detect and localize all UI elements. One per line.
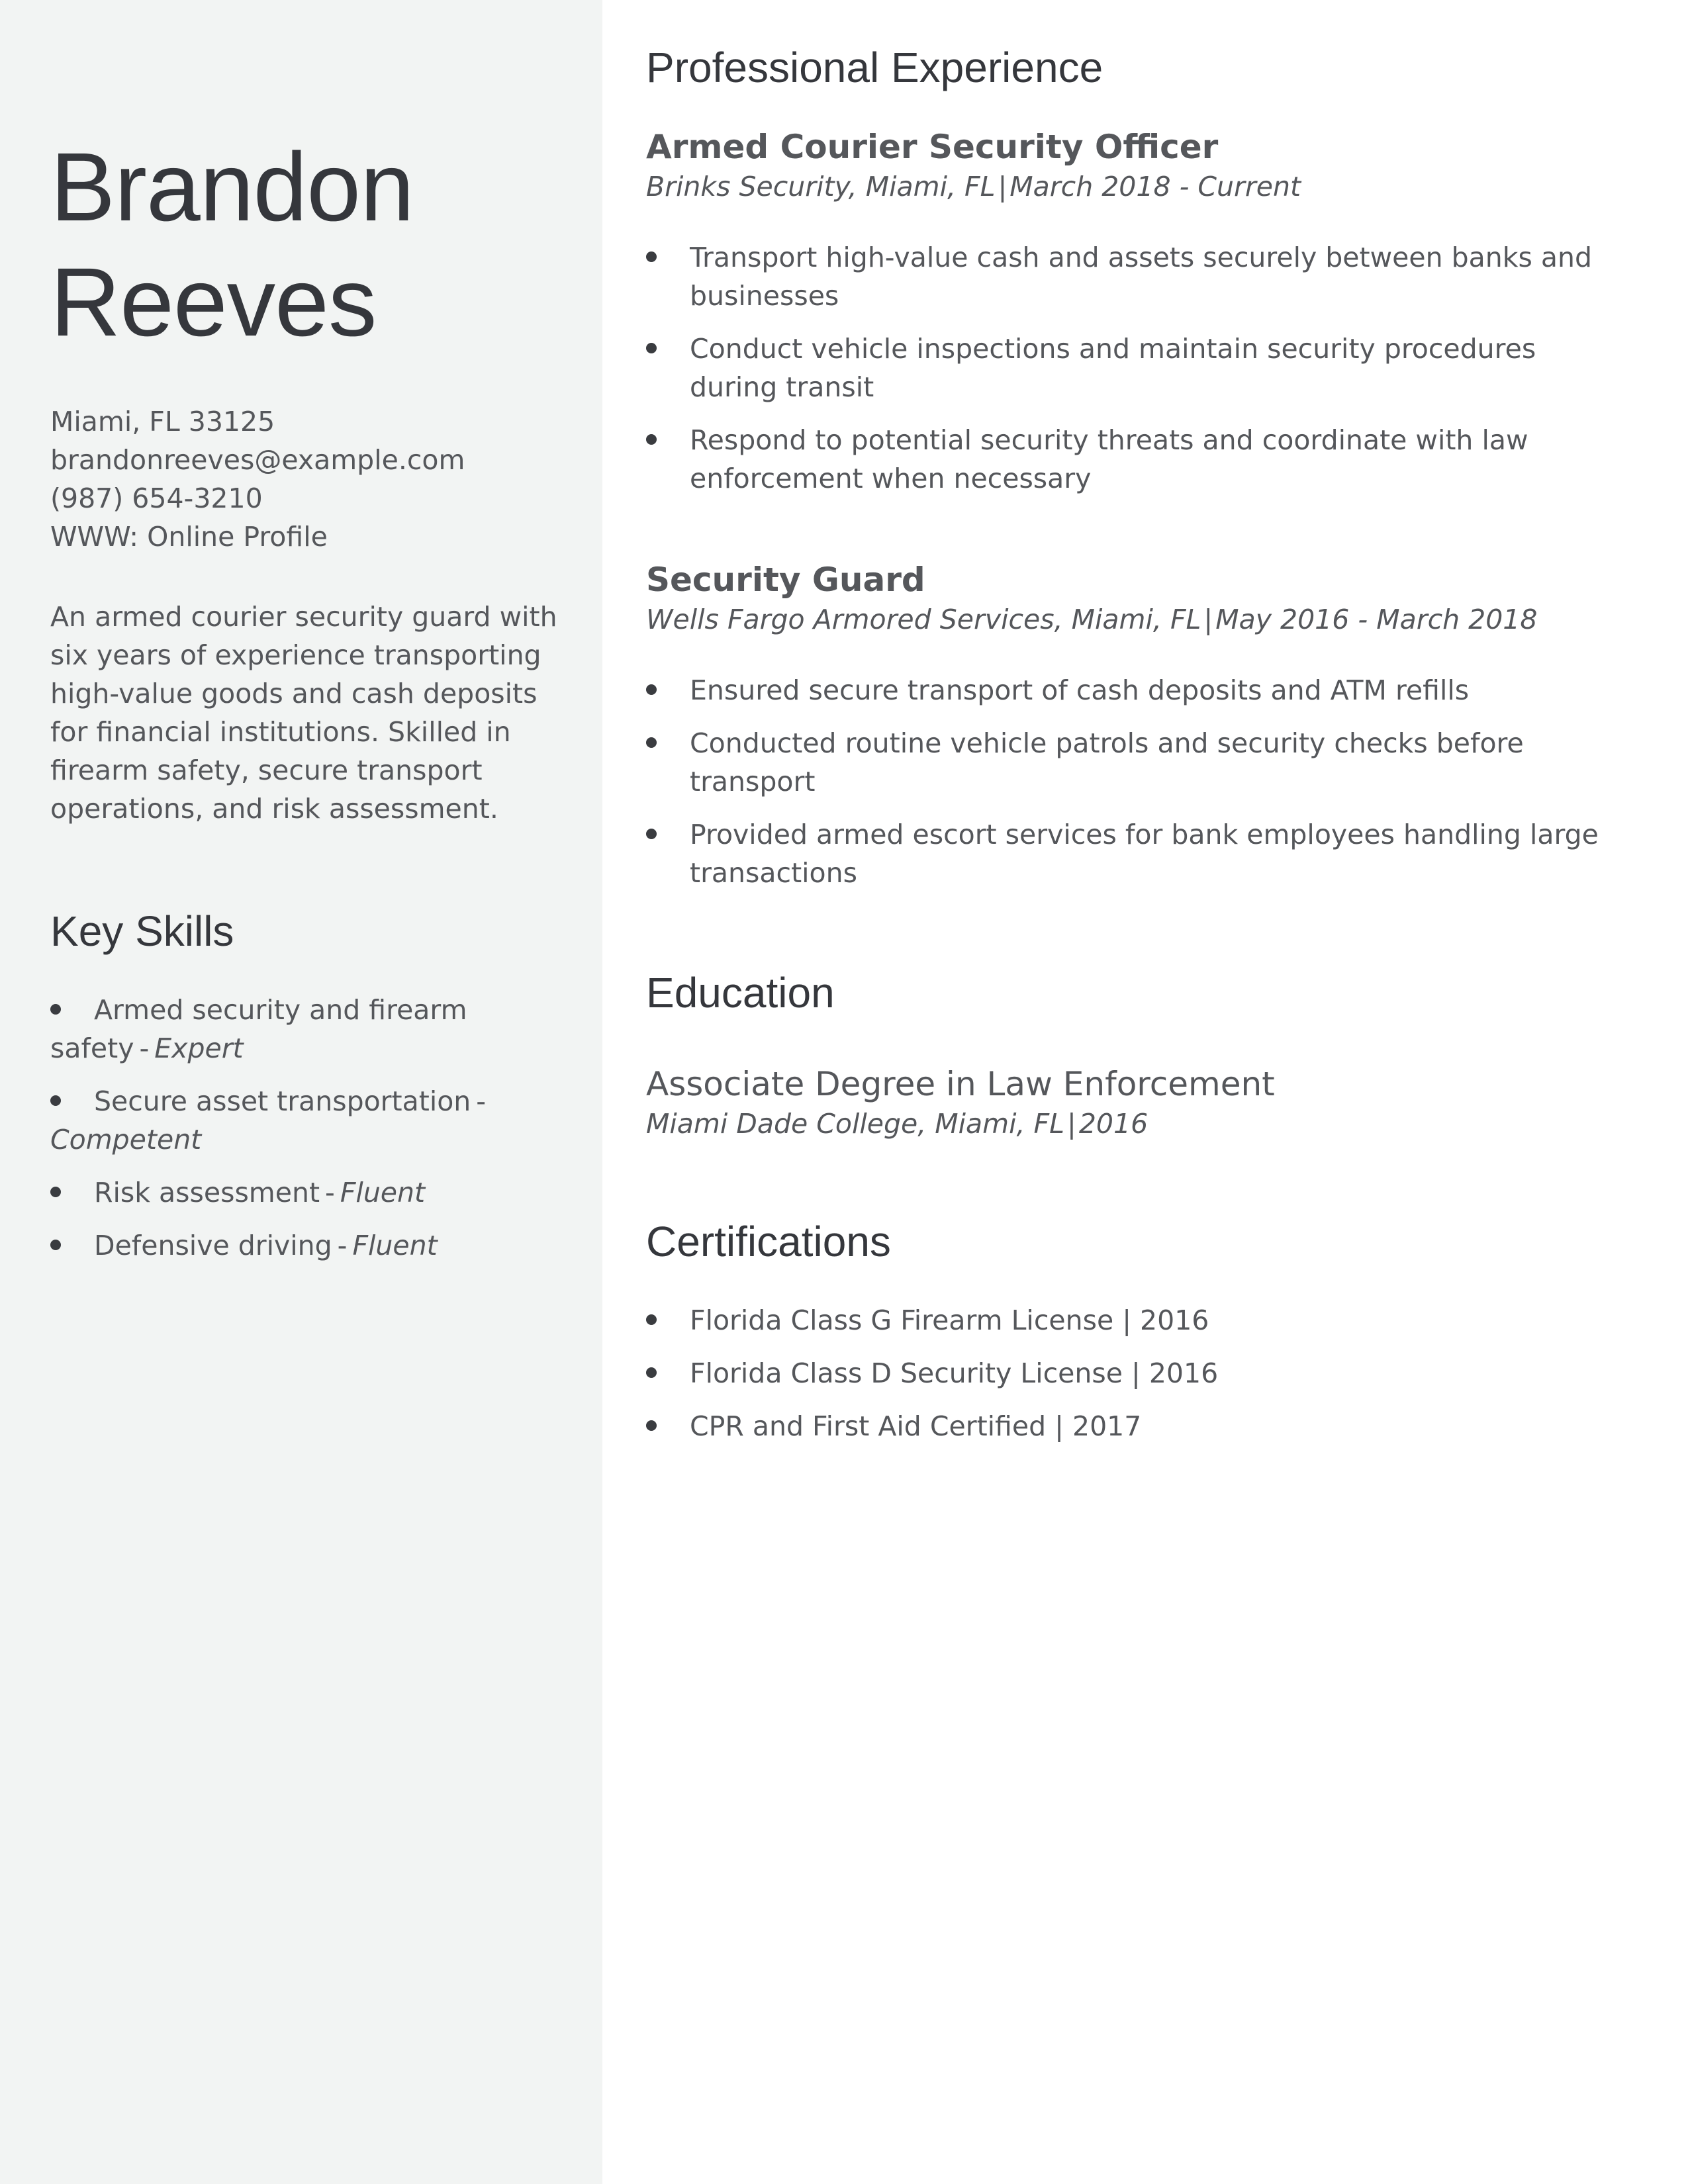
bullet-text: Provided armed escort services for bank employees handling large transactions [690,819,1599,889]
certification-item [646,1354,1626,1392]
job-company: Wells Fargo Armored Services, Miami, FL [646,604,1201,635]
skill-name: Armed security and firearm safety [50,994,467,1064]
website-link[interactable]: WWW: Online Profile [50,521,328,553]
skill-separator: - [337,1230,348,1261]
email[interactable]: brandonreeves@example.com [50,444,465,476]
degree: Associate Degree in Law Enforcement [646,1065,1275,1103]
key-skills-heading: Key Skills [50,907,234,955]
certification-text: Florida Class D Security License | 2016 [690,1357,1219,1389]
skill-level: Fluent [352,1230,438,1261]
skill-item [50,1226,553,1265]
bullet-icon [50,1095,61,1106]
skills-list [50,991,553,1265]
meta-separator: | [1066,1108,1076,1140]
bullet-text: Ensured secure transport of cash deposits and ATM refills [690,674,1470,706]
bullet-icon [646,251,657,262]
skill-separator: - [476,1085,487,1117]
location: Miami, FL 33125 [50,406,275,437]
job-bullet [646,724,1626,801]
bullet-icon [646,1367,657,1378]
skill-level: Fluent [340,1177,426,1208]
bullet-icon [50,1187,61,1197]
bullet-icon [50,1004,61,1015]
bullet-icon [646,1420,657,1431]
job-bullet [646,815,1626,892]
contact-info [50,402,556,556]
bullet-icon [646,737,657,748]
graduation-year: 2016 [1078,1108,1149,1140]
certifications-list [646,1301,1626,1445]
first-name: Brandon [50,133,414,242]
job-title: Security Guard [646,561,925,599]
job-meta [646,601,1665,638]
bullet-icon [646,343,657,353]
school-meta [646,1105,1665,1142]
certifications-heading: Certifications [646,1218,891,1265]
candidate-name [50,130,556,360]
bullet-icon [646,829,657,839]
job-bullet [646,330,1626,406]
bullet-icon [646,1314,657,1325]
job-bullets [646,671,1626,892]
skill-name: Risk assessment [94,1177,320,1208]
education-section [646,968,1665,1142]
bullet-text: Conduct vehicle inspections and maintain security procedures during transit [690,333,1536,403]
skill-level: Competent [50,1124,202,1156]
certification-item [646,1301,1626,1340]
certification-text: Florida Class G Firearm License | 2016 [690,1304,1209,1336]
job-bullets [646,238,1626,498]
skill-item [50,1082,553,1159]
meta-separator: | [1203,604,1213,635]
certifications-section [646,1216,1665,1445]
bullet-text: Transport high-value cash and assets securely between banks and businesses [690,242,1592,312]
main-content [646,0,1665,1460]
job-bullet [646,671,1626,709]
education-heading: Education [646,969,835,1017]
job-company: Brinks Security, Miami, FL [646,171,996,203]
bullet-text: Respond to potential security threats and coordinate with law enforcement when necessary [690,424,1528,494]
job-title: Armed Courier Security Officer [646,128,1219,166]
skill-level: Expert [154,1032,244,1064]
bullet-icon [50,1240,61,1250]
job-entry [646,126,1665,498]
skill-item [50,1173,553,1212]
skill-name: Secure asset transportation [94,1085,471,1117]
job-dates: March 2018 - Current [1009,171,1301,203]
experience-heading: Professional Experience [646,44,1103,91]
certification-text: CPR and First Aid Certified | 2017 [690,1410,1142,1442]
job-bullet [646,238,1626,315]
job-bullet [646,421,1626,498]
bullet-icon [646,684,657,695]
bullet-icon [646,434,657,445]
skill-separator: - [325,1177,335,1208]
certification-item [646,1407,1626,1445]
job-meta [646,168,1665,205]
meta-separator: | [998,171,1008,203]
last-name: Reeves [50,248,377,357]
professional-summary: An armed courier security guard with six years of experience transporting high-value goods and cash deposits for financial institutions. Skilled in firearm safety, secure transport operations, and risk assessment. [50,601,557,825]
skill-name: Defensive driving [94,1230,332,1261]
phone: (987) 654-3210 [50,482,263,514]
skill-separator: - [139,1032,150,1064]
skill-item [50,991,553,1068]
job-dates: May 2016 - March 2018 [1215,604,1538,635]
sidebar [0,0,602,2184]
bullet-text: Conducted routine vehicle patrols and security checks before transport [690,727,1524,797]
school-name: Miami Dade College, Miami, FL [646,1108,1064,1140]
job-entry [646,559,1665,892]
